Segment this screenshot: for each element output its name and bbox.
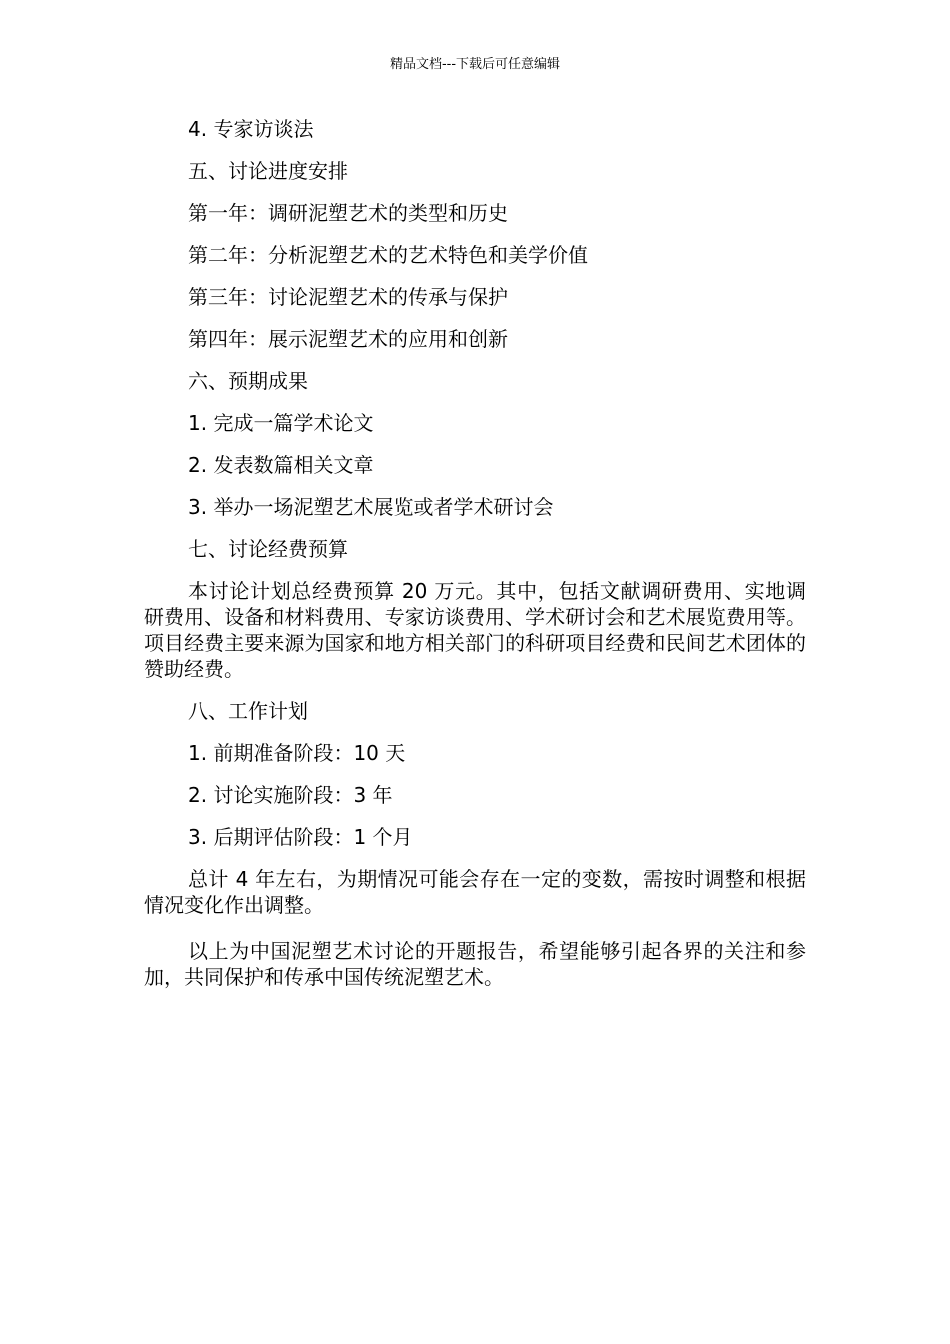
paragraph-year-3: 第三年：讨论泥塑艺术的传承与保护	[188, 285, 508, 309]
paragraph-conclusion: 以上为中国泥塑艺术讨论的开题报告，希望能够引起各界的关注和参加，共同保护和传承中国传统泥塑艺术。	[144, 939, 806, 989]
paragraph-total: 总计 4 年左右，为期情况可能会存在一定的变数，需按时调整和根据情况变化作出调整。	[144, 867, 806, 917]
paragraph-outcome-2: 2. 发表数篇相关文章	[188, 453, 374, 477]
paragraph-outcome-1: 1. 完成一篇学术论文	[188, 411, 374, 435]
paragraph-budget: 本讨论计划总经费预算 20 万元。其中，包括文献调研费用、实地调研费用、设备和材料费用、专家访谈费用、学术研讨会和艺术展览费用等。 项目经费主要来源为国家和地方相关部门的科研项目经费和民间艺术团体的赞助经费。	[144, 579, 806, 681]
section-heading-schedule: 五、讨论进度安排	[188, 159, 348, 183]
paragraph-method-4: 4. 专家访谈法	[188, 117, 314, 141]
page-header: 精品文档---下载后可任意编辑	[389, 57, 561, 72]
paragraph-outcome-3: 3. 举办一场泥塑艺术展览或者学术研讨会	[188, 495, 554, 519]
section-heading-work-plan: 八、工作计划	[188, 699, 308, 723]
paragraph-year-1: 第一年：调研泥塑艺术的类型和历史	[188, 201, 508, 225]
section-heading-outcomes: 六、预期成果	[188, 369, 308, 393]
paragraph-year-2: 第二年：分析泥塑艺术的艺术特色和美学价值	[188, 243, 588, 267]
paragraph-plan-3: 3. 后期评估阶段：1 个月	[188, 825, 413, 849]
paragraph-plan-2: 2. 讨论实施阶段：3 年	[188, 783, 393, 807]
paragraph-year-4: 第四年：展示泥塑艺术的应用和创新	[188, 327, 508, 351]
section-heading-budget: 七、讨论经费预算	[188, 537, 348, 561]
paragraph-plan-1: 1. 前期准备阶段：10 天	[188, 741, 406, 765]
document-body	[144, 116, 806, 990]
